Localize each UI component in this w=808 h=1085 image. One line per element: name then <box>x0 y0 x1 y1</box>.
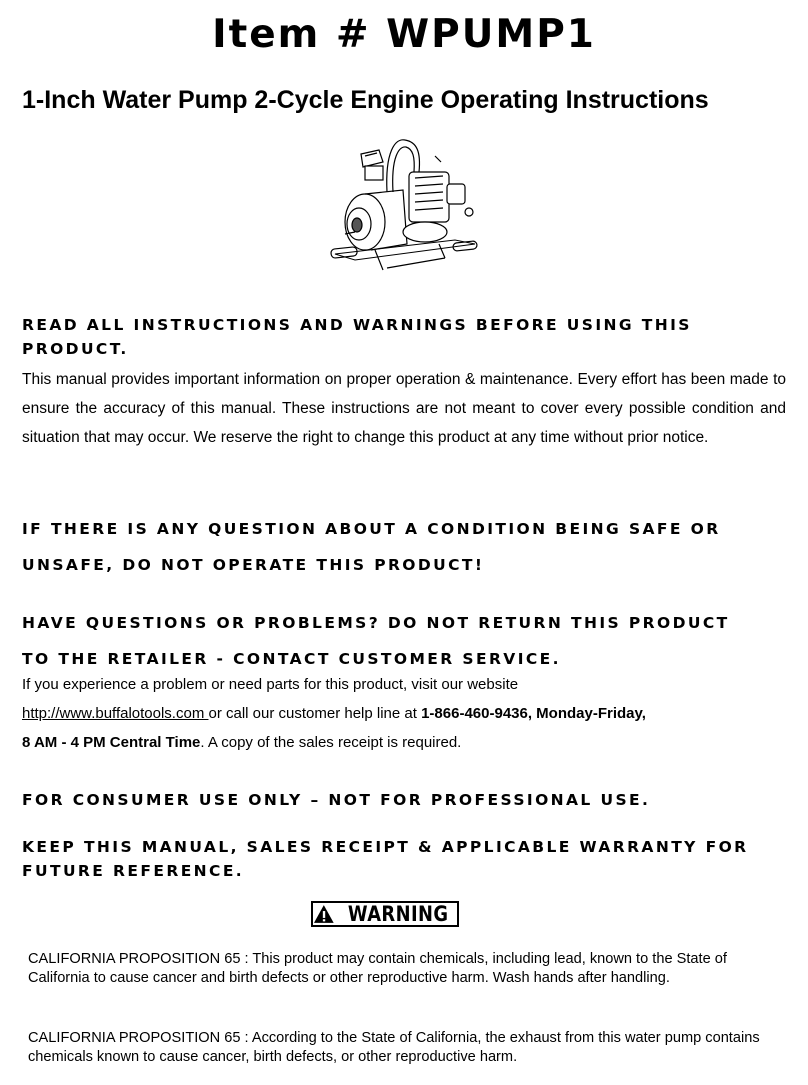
keep-manual-heading: KEEP THIS MANUAL, SALES RECEIPT & APPLICABLE WARRANTY FOR FUTURE REFERENCE. <box>22 838 749 880</box>
water-pump-icon <box>325 132 485 272</box>
read-all-heading: READ ALL INSTRUCTIONS AND WARNINGS BEFORE USING THIS PRODUCT. <box>22 316 692 358</box>
customer-service-heading: HAVE QUESTIONS OR PROBLEMS? DO NOT RETURN THIS PRODUCT TO THE RETAILER - CONTACT CUSTOMER SERVICE. <box>22 614 730 668</box>
phone-hours: 1-866-460-9436, Monday-Friday, <box>421 705 646 722</box>
document-subtitle: 1-Inch Water Pump 2-Cycle Engine Operating Instructions <box>22 86 709 114</box>
warning-triangle-icon <box>313 904 335 924</box>
warning-label <box>311 901 459 927</box>
intro-paragraph: This manual provides important information on proper operation & maintenance. Every effort has been made to ensure the accuracy of this manual. These instructions are not meant to cover every possible condition and situation that may occur. We reserve the right to change this product at any time without prior notice. <box>22 371 786 446</box>
website-link[interactable]: http://www.buffalotools.com <box>22 705 209 722</box>
prop65-paragraph-2: CALIFORNIA PROPOSITION 65 : According to the State of California, the exhaust from this water pump contains chemicals known to cause cancer, birth defects, or other reproductive harm. <box>28 1030 760 1065</box>
document-title: Item # WPUMP1 <box>212 12 596 57</box>
safety-question-heading: IF THERE IS ANY QUESTION ABOUT A CONDITION BEING SAFE OR UNSAFE, DO NOT OPERATE THIS PRODUCT! <box>22 520 721 574</box>
prop65-paragraph-1: CALIFORNIA PROPOSITION 65 : This product may contain chemicals, including lead, known to the State of California to cause cancer and birth defects or other reproductive harm. Wash hands after handling. <box>28 951 727 986</box>
contact-paragraph: If you experience a problem or need parts for this product, visit our website http://www.buffalotools.com or call our customer help line at 1-866-460-9436, Monday-Friday, 8 AM - 4 PM Central Time. A copy of the sales receipt is required. <box>22 676 646 751</box>
warning-text: WARNING <box>347 902 449 926</box>
service-time: 8 AM - 4 PM Central Time <box>22 734 201 751</box>
consumer-use-heading: FOR CONSUMER USE ONLY – NOT FOR PROFESSIONAL USE. <box>22 791 651 809</box>
